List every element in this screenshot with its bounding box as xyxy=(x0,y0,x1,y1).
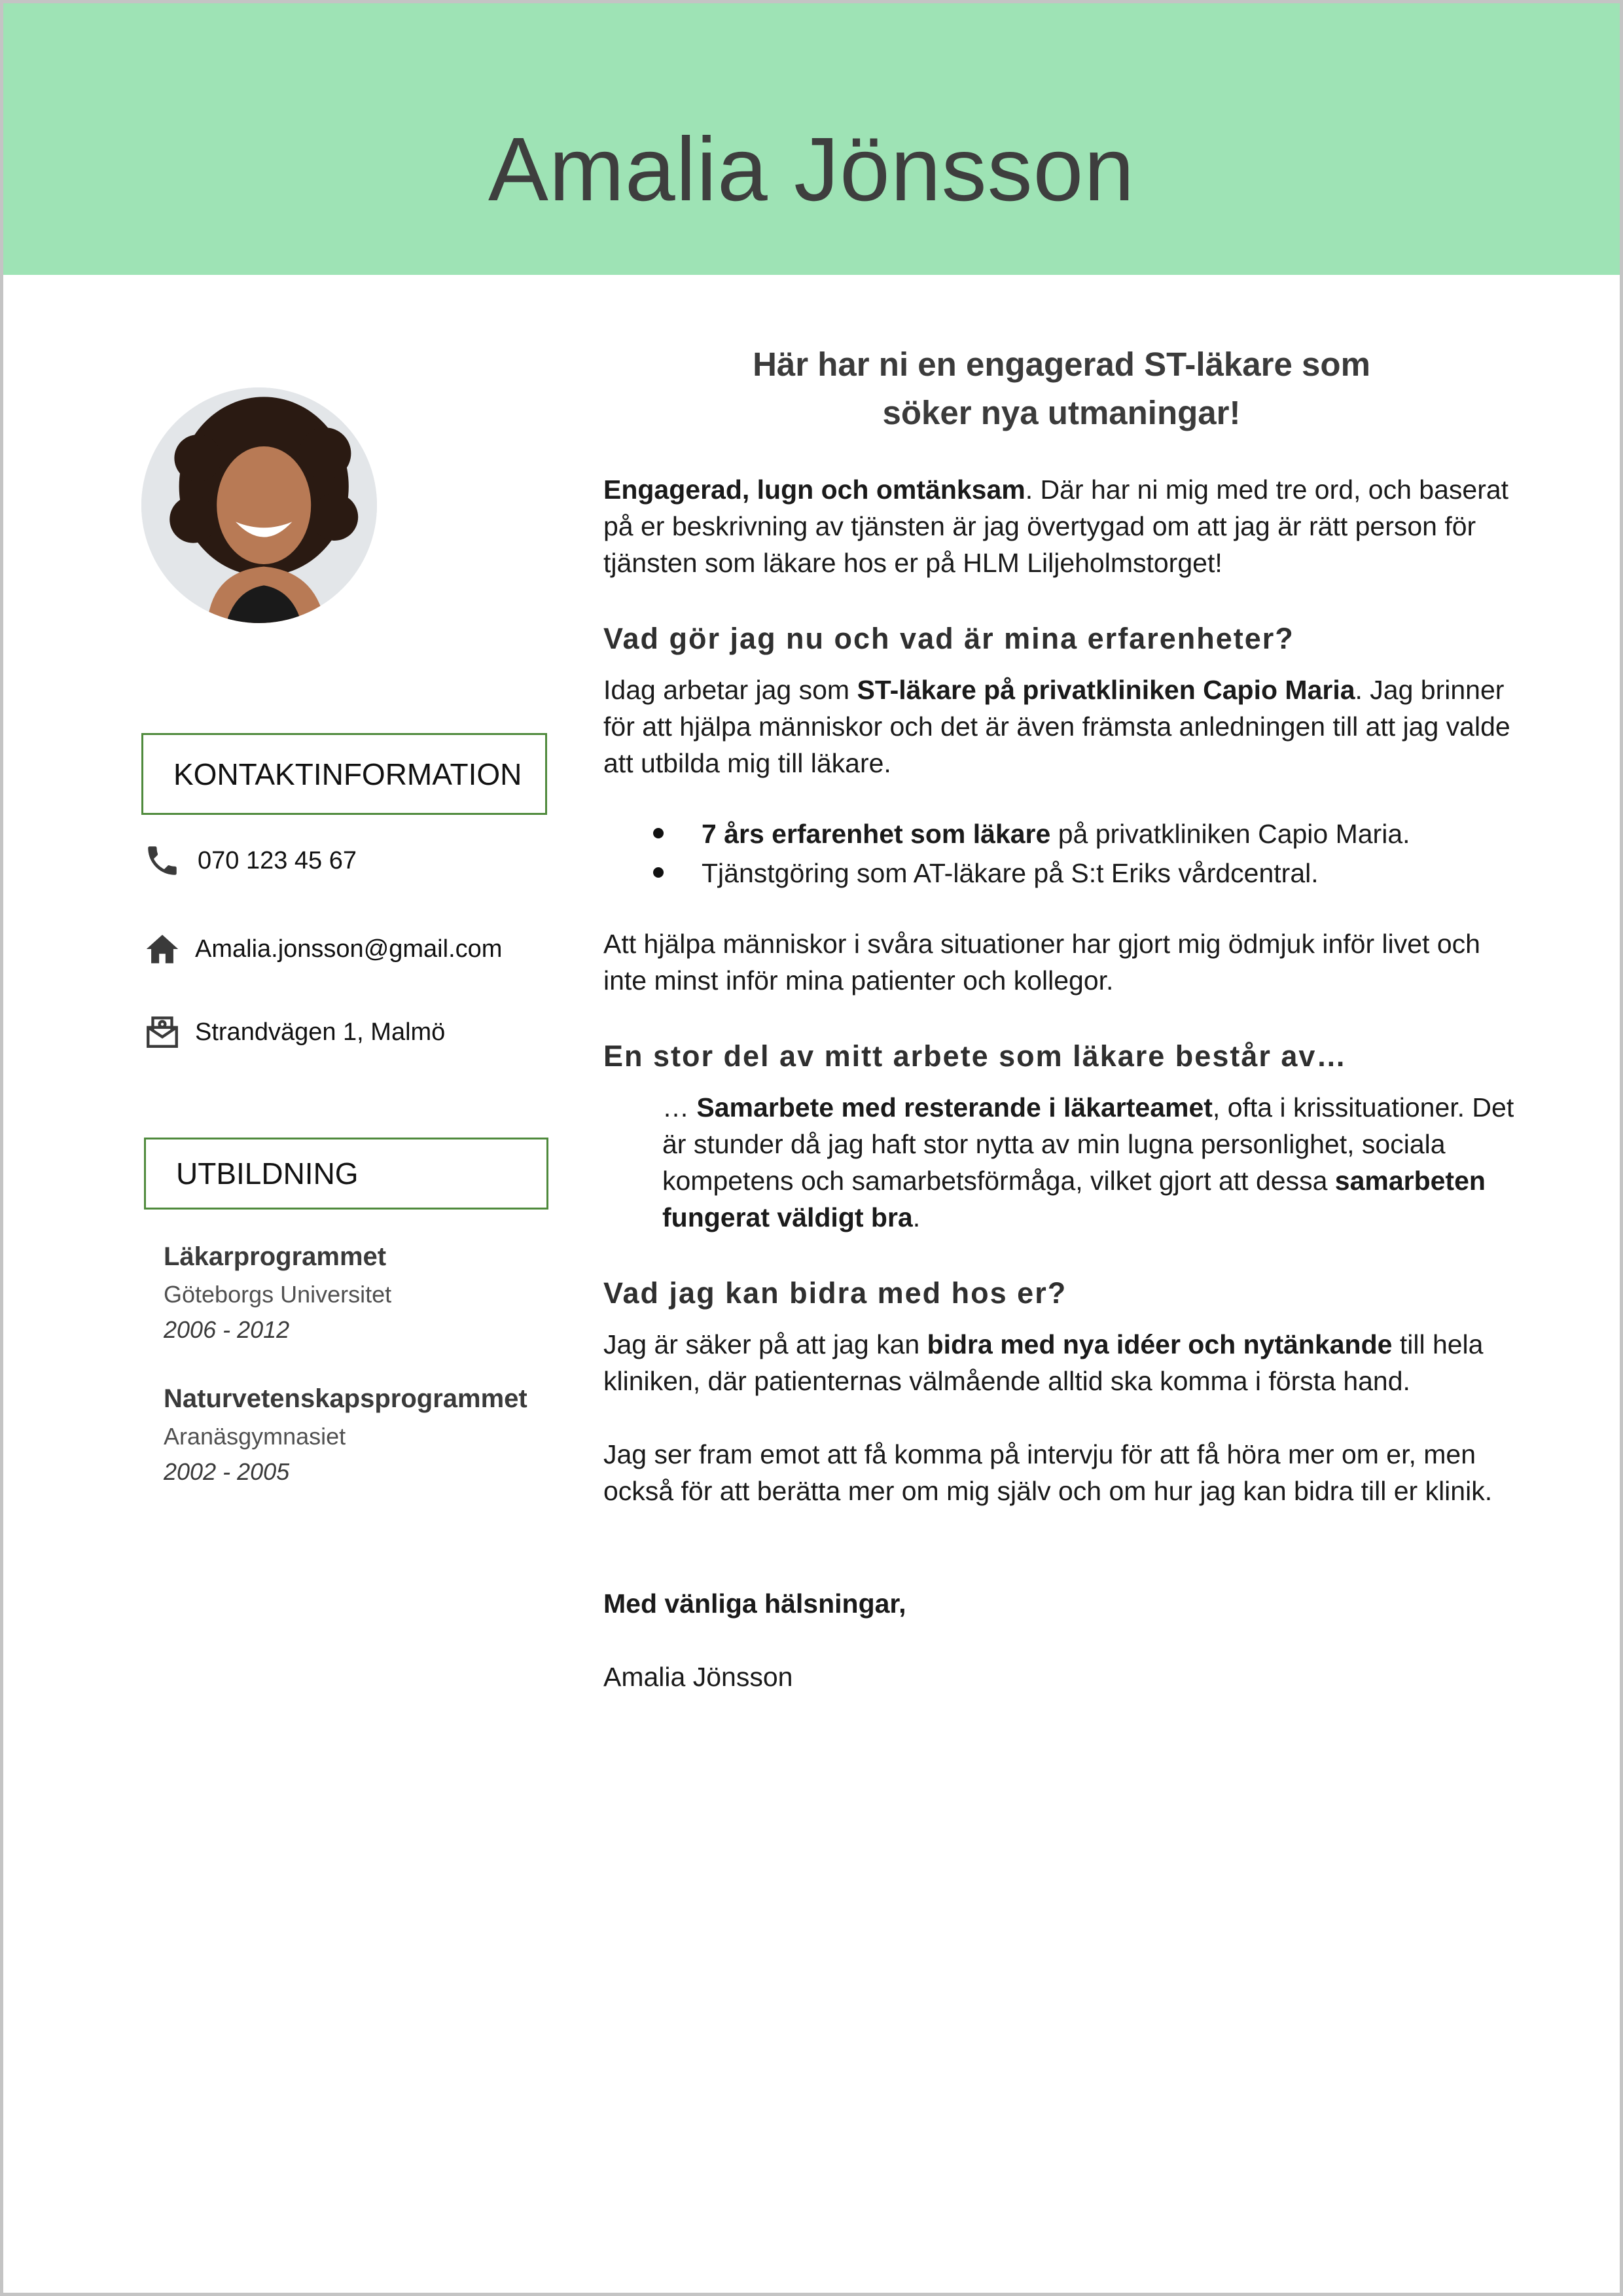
list-item xyxy=(603,814,1520,853)
education-years: 2002 - 2005 xyxy=(164,1458,290,1485)
contact-address xyxy=(141,1009,445,1055)
intro-paragraph xyxy=(603,471,1520,581)
section-paragraph: Att hjälpa människor i svåra situationer har gjort mig ödmjuk inför livet och inte minst inför mina patienter och kollegor. xyxy=(603,929,1480,996)
text-run: Jag är säker på att jag kan xyxy=(603,1329,927,1359)
applicant-name: Amalia Jönsson xyxy=(488,119,1135,220)
mail-envelope-icon xyxy=(141,1011,183,1053)
section-heading: Vad gör jag nu och vad är mina erfarenheter? xyxy=(603,622,1294,655)
header-banner xyxy=(3,3,1620,275)
text-run: på privatkliniken Capio Maria. xyxy=(1050,819,1410,849)
education-school: Aranäsgymnasiet xyxy=(164,1423,346,1450)
text-run: Idag arbetar jag som xyxy=(603,675,857,705)
letter-body xyxy=(603,340,1520,1695)
list-item xyxy=(603,853,1520,893)
contact-email xyxy=(141,926,502,972)
experience-list xyxy=(603,814,1520,893)
text-run: . xyxy=(912,1202,921,1232)
section-heading: Vad jag kan bidra med hos er? xyxy=(603,1276,1067,1310)
education-school: Göteborgs Universitet xyxy=(164,1281,392,1308)
education-heading: UTBILDNING xyxy=(176,1157,359,1191)
letter-title-line: Här har ni en engagerad ST-läkare som xyxy=(753,346,1370,383)
portrait-image xyxy=(141,387,377,623)
contact-heading: KONTAKTINFORMATION xyxy=(173,757,522,791)
letter-title-line: söker nya utmaningar! xyxy=(882,394,1241,431)
education-title: Läkarprogrammet xyxy=(164,1242,387,1271)
section-paragraph xyxy=(603,672,1520,781)
text-run: , ofta i krissituationer. Det är stunder då jag haft stor nytta av min lugna personlighet, sociala kompetens och samarbetsförmåga, vilket gjort att dessa xyxy=(662,1092,1514,1196)
education-years: 2006 - 2012 xyxy=(164,1316,290,1343)
intro-text: . Där har ni mig med tre ord, och baserat på er beskrivning av tjänsten är jag övertygad om att jag är rätt person för tjänsten som läkare hos er på HLM Liljeholmstorget! xyxy=(603,475,1509,578)
text-bold: samarbeten fungerat väldigt bra xyxy=(662,1166,1486,1232)
section-heading: En stor del av mitt arbete som läkare består av… xyxy=(603,1039,1347,1073)
education-title: Naturvetenskapsprogrammet xyxy=(164,1384,527,1413)
street-address: Strandvägen 1, Malmö xyxy=(195,1018,446,1046)
contact-heading-box xyxy=(141,733,547,815)
email-address: Amalia.jonsson@gmail.com xyxy=(195,935,503,963)
signature: Amalia Jönsson xyxy=(603,1662,793,1692)
section-paragraph: Jag ser fram emot att få komma på intervju för att få höra mer om er, men också för att berätta mer om mig själv och om hur jag kan bidra till er klinik. xyxy=(603,1439,1493,1506)
phone-number: 070 123 45 67 xyxy=(198,846,357,874)
profile-photo xyxy=(141,387,377,623)
education-item xyxy=(164,1242,569,1344)
text-bold: Samarbete med resterande i läkarteamet xyxy=(696,1092,1213,1122)
text-bold: Med vänliga hälsningar, xyxy=(603,1588,906,1619)
education-heading-box xyxy=(144,1138,548,1210)
text-bold: ST-läkare på privatkliniken Capio Maria xyxy=(857,675,1355,705)
letter-title xyxy=(603,340,1520,437)
text-run: till hela kliniken, där patienternas välmående alltid ska komma i första hand. xyxy=(603,1329,1484,1396)
text-bold: bidra med nya idéer och nytänkande xyxy=(927,1329,1393,1359)
closing-greeting xyxy=(603,1585,1520,1622)
education-item xyxy=(164,1384,569,1486)
intro-bold: Engagerad, lugn och omtänksam xyxy=(603,475,1026,505)
phone-icon xyxy=(141,840,183,882)
home-icon xyxy=(141,928,183,970)
text-run: … xyxy=(662,1092,697,1122)
section-paragraph xyxy=(603,1326,1520,1399)
section-paragraph xyxy=(603,1089,1520,1236)
text-run: Tjänstgöring som AT-läkare på S:t Eriks vårdcentral. xyxy=(702,858,1319,888)
contact-phone xyxy=(141,838,357,884)
text-bold: 7 års erfarenhet som läkare xyxy=(702,819,1051,849)
text-run: . Jag brinner för att hjälpa människor och det är även främsta anledningen till att jag valde att utbilda mig till läkare. xyxy=(603,675,1510,778)
